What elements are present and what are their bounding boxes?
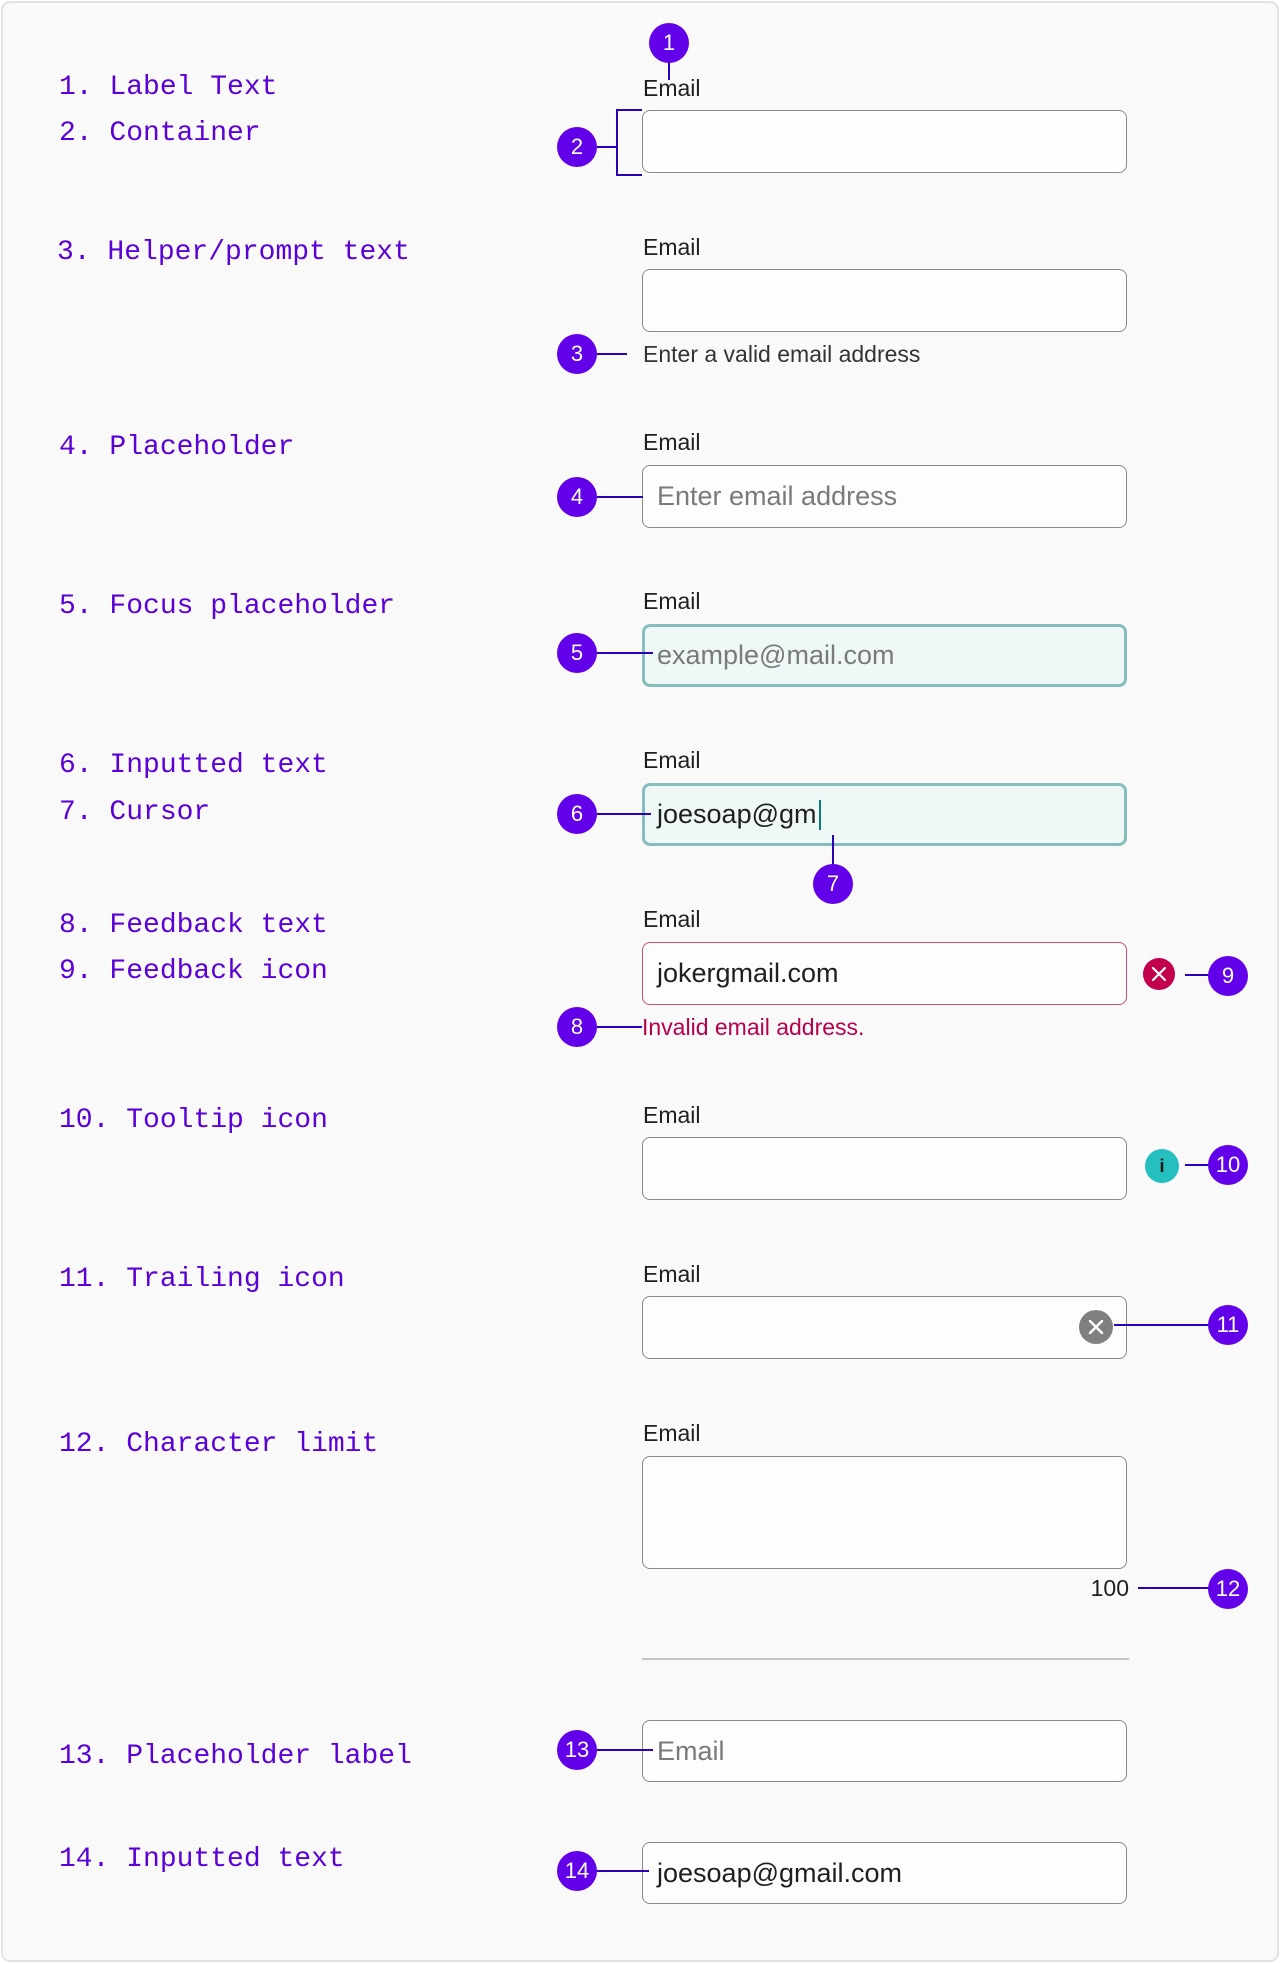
placeholder-label-text: Email	[657, 1735, 725, 1766]
connector-9	[1185, 974, 1210, 976]
annotation-badge-14: 14	[557, 1851, 597, 1891]
annotation-badge-11: 11	[1208, 1305, 1248, 1345]
field-label: Email	[643, 234, 701, 260]
connector-10	[1185, 1164, 1210, 1166]
annotation-badge-1: 1	[649, 23, 689, 63]
field-label: Email	[643, 1420, 701, 1446]
legend-item-2: 2. Container	[59, 118, 261, 149]
email-input-filled[interactable]	[642, 1842, 1127, 1904]
container-bracket	[616, 109, 642, 176]
legend-item-10: 10. Tooltip icon	[59, 1105, 328, 1136]
connector-6	[597, 813, 651, 815]
field-label: Email	[643, 588, 701, 614]
connector-5	[597, 652, 653, 654]
inputted-text: joesoap@gm	[657, 799, 817, 829]
connector-4	[597, 496, 643, 498]
annotation-badge-7: 7	[813, 864, 853, 904]
focus-placeholder-text: example@mail.com	[657, 640, 895, 670]
connector-7	[832, 835, 834, 865]
legend-item-8: 8. Feedback text	[59, 910, 328, 941]
error-x-icon	[1143, 958, 1175, 990]
section-divider	[642, 1658, 1129, 1660]
field-label: Email	[643, 1261, 701, 1287]
character-limit-counter: 100	[1090, 1575, 1129, 1601]
annotation-badge-2: 2	[557, 127, 597, 167]
legend-item-5: 5. Focus placeholder	[59, 591, 396, 622]
info-tooltip-icon[interactable]: i	[1145, 1149, 1179, 1183]
field-label: Email	[643, 75, 701, 101]
text-cursor	[819, 800, 821, 830]
annotation-badge-12: 12	[1208, 1569, 1248, 1609]
email-input-container[interactable]	[642, 110, 1127, 173]
connector-2	[597, 146, 617, 148]
annotation-badge-3: 3	[557, 334, 597, 374]
field-label: Email	[643, 906, 701, 932]
placeholder-text: Enter email address	[657, 481, 898, 511]
annotation-badge-5: 5	[557, 633, 597, 673]
email-input[interactable]	[642, 269, 1127, 332]
annotation-badge-13: 13	[557, 1730, 597, 1770]
legend-item-11: 11. Trailing icon	[59, 1264, 345, 1295]
annotation-badge-4: 4	[557, 477, 597, 517]
clear-x-icon[interactable]	[1079, 1310, 1113, 1344]
connector-12	[1138, 1587, 1210, 1589]
feedback-text: Invalid email address.	[642, 1014, 865, 1040]
email-input-typing[interactable]	[642, 783, 1127, 846]
legend-item-13: 13. Placeholder label	[59, 1741, 412, 1772]
inputted-text: jokergmail.com	[657, 958, 839, 988]
legend-item-14: 14. Inputted text	[59, 1844, 345, 1875]
legend-item-12: 12. Character limit	[59, 1429, 379, 1460]
email-input-placeholder-label[interactable]	[642, 1720, 1127, 1782]
legend-item-1: 1. Label Text	[59, 72, 278, 103]
email-input-focused[interactable]	[642, 624, 1127, 687]
field-label: Email	[643, 429, 701, 455]
legend-item-9: 9. Feedback icon	[59, 956, 328, 987]
connector-8	[597, 1026, 642, 1028]
email-input-error[interactable]	[642, 942, 1127, 1005]
annotation-badge-9: 9	[1208, 956, 1248, 996]
annotation-badge-8: 8	[557, 1007, 597, 1047]
email-input-with-clear[interactable]	[642, 1296, 1127, 1359]
legend-item-6: 6. Inputted text	[59, 750, 328, 781]
connector-11	[1114, 1324, 1210, 1326]
legend-item-7: 7. Cursor	[59, 797, 211, 828]
helper-text: Enter a valid email address	[643, 341, 921, 367]
connector-14	[597, 1870, 649, 1872]
connector-13	[597, 1749, 653, 1751]
email-textarea[interactable]	[642, 1456, 1127, 1569]
field-label: Email	[643, 747, 701, 773]
email-input-placeholder[interactable]	[642, 465, 1127, 528]
legend-item-4: 4. Placeholder	[59, 432, 295, 463]
inputted-text: joesoap@gmail.com	[657, 1857, 903, 1888]
email-input[interactable]	[642, 1137, 1127, 1200]
field-label: Email	[643, 1102, 701, 1128]
annotation-badge-6: 6	[557, 794, 597, 834]
legend-item-3: 3. Helper/prompt text	[57, 237, 410, 268]
connector-3	[597, 353, 627, 355]
annotation-badge-10: 10	[1208, 1145, 1248, 1185]
